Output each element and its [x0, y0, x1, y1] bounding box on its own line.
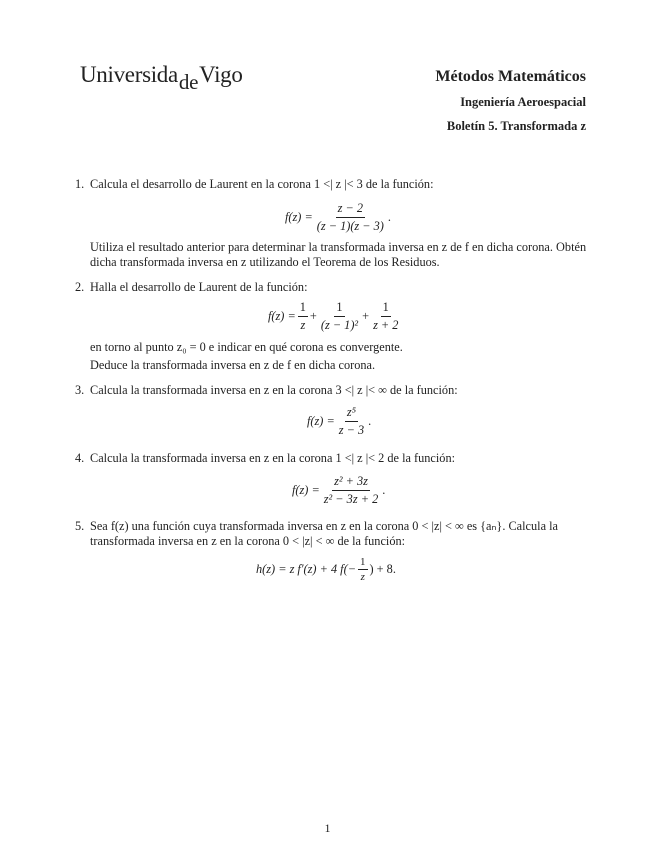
plus-sign: +: [362, 309, 370, 323]
problem-number: 1.: [75, 177, 85, 191]
equation-tail: .: [387, 210, 391, 224]
problem-number: 3.: [75, 383, 85, 397]
problem-text: Calcula la transformada inversa en z en la corona 3 <| z |< ∞ de la función:: [90, 383, 458, 397]
numerator: 1: [334, 300, 344, 317]
equation-tail: .: [368, 414, 372, 428]
problem-number: 5.: [75, 519, 85, 533]
problem-text: Calcula la transformada inversa en z en la corona 1 <| z |< 2 de la función:: [90, 451, 456, 465]
fraction: [298, 300, 308, 333]
denominator: z: [300, 318, 306, 332]
problem-text: Sea f(z) una función cuya transformada inversa en z en la corona 0 < |z| < ∞ es {aₙ}. Calcula la transformada inversa en z en la corona 0 < |z| < ∞ de la función:: [90, 519, 558, 548]
equation-lhs: f(z) =: [285, 210, 313, 224]
equation-2: [268, 300, 402, 333]
problem-number: 4.: [75, 451, 85, 465]
page-number: 1: [324, 821, 331, 835]
problem-followup-text: Utiliza el resultado anterior para determinar la transformada inversa en z de f en dicha corona. Obtén dicha transformada inversa en z utilizando el Teorema de los Residuos.: [90, 240, 587, 269]
denominator: (z − 1)(z − 3): [316, 219, 384, 233]
equation-lhs: f(z) =: [268, 309, 296, 323]
fraction: [371, 300, 400, 333]
logo-text-de: de: [178, 70, 199, 94]
denominator: (z − 1)²: [320, 318, 359, 332]
fraction: [322, 474, 380, 507]
sheet-title: Boletín 5. Transformada z: [446, 119, 586, 133]
problem-number: 2.: [75, 280, 85, 294]
denominator: z: [360, 571, 365, 583]
equation-tail: ) + 8.: [369, 562, 396, 576]
university-logo: [80, 62, 243, 94]
problem-text: Halla el desarrollo de Laurent de la función:: [90, 280, 308, 294]
course-title: Métodos Matemáticos: [435, 68, 586, 85]
numerator: 1: [381, 300, 391, 317]
equation-lhs: f(z) =: [307, 414, 335, 428]
plus-sign: +: [309, 309, 317, 323]
numerator: 1: [298, 300, 308, 317]
equation-4: [292, 474, 385, 507]
equation-tail: .: [382, 483, 386, 497]
fraction: [358, 556, 368, 583]
equation-3: [307, 405, 371, 438]
numerator: z − 2: [336, 201, 365, 218]
problem-text: Calcula el desarrollo de Laurent en la corona 1 <| z |< 3 de la función:: [90, 177, 434, 191]
degree-title: Ingeniería Aeroespacial: [460, 95, 586, 109]
problem-1-followup: [75, 240, 595, 270]
fraction: [319, 300, 360, 333]
problem-followup-text: Deduce la transformada inversa en z de f en dicha corona.: [90, 358, 376, 372]
logo-text-1: Universida: [80, 62, 178, 87]
fraction: [315, 201, 386, 234]
equation-lhs: f(z) =: [292, 483, 320, 497]
fraction: [337, 405, 366, 438]
numerator: z² + 3z: [332, 474, 370, 491]
problem-4: [75, 451, 595, 466]
denominator: z + 2: [373, 318, 399, 332]
equation-5: [256, 556, 396, 583]
numerator: z⁵: [345, 405, 358, 422]
problem-2-followup-2: [75, 358, 595, 373]
equation-lhs: h(z) = z f′(z) + 4 f(−: [256, 562, 356, 576]
numerator: 1: [360, 556, 366, 568]
logo-text-2: Vigo: [199, 62, 243, 87]
problem-2: [75, 280, 595, 295]
problem-3: [75, 383, 595, 398]
problem-1: [75, 177, 595, 192]
denominator: z − 3: [338, 423, 365, 437]
problem-5: [75, 519, 595, 549]
equation-1: [285, 201, 391, 234]
denominator: z² − 3z + 2: [323, 492, 379, 506]
problem-2-followup: [75, 340, 595, 355]
problem-followup-text: en torno al punto z₀ = 0 e indicar en qué corona es convergente.: [90, 340, 403, 354]
